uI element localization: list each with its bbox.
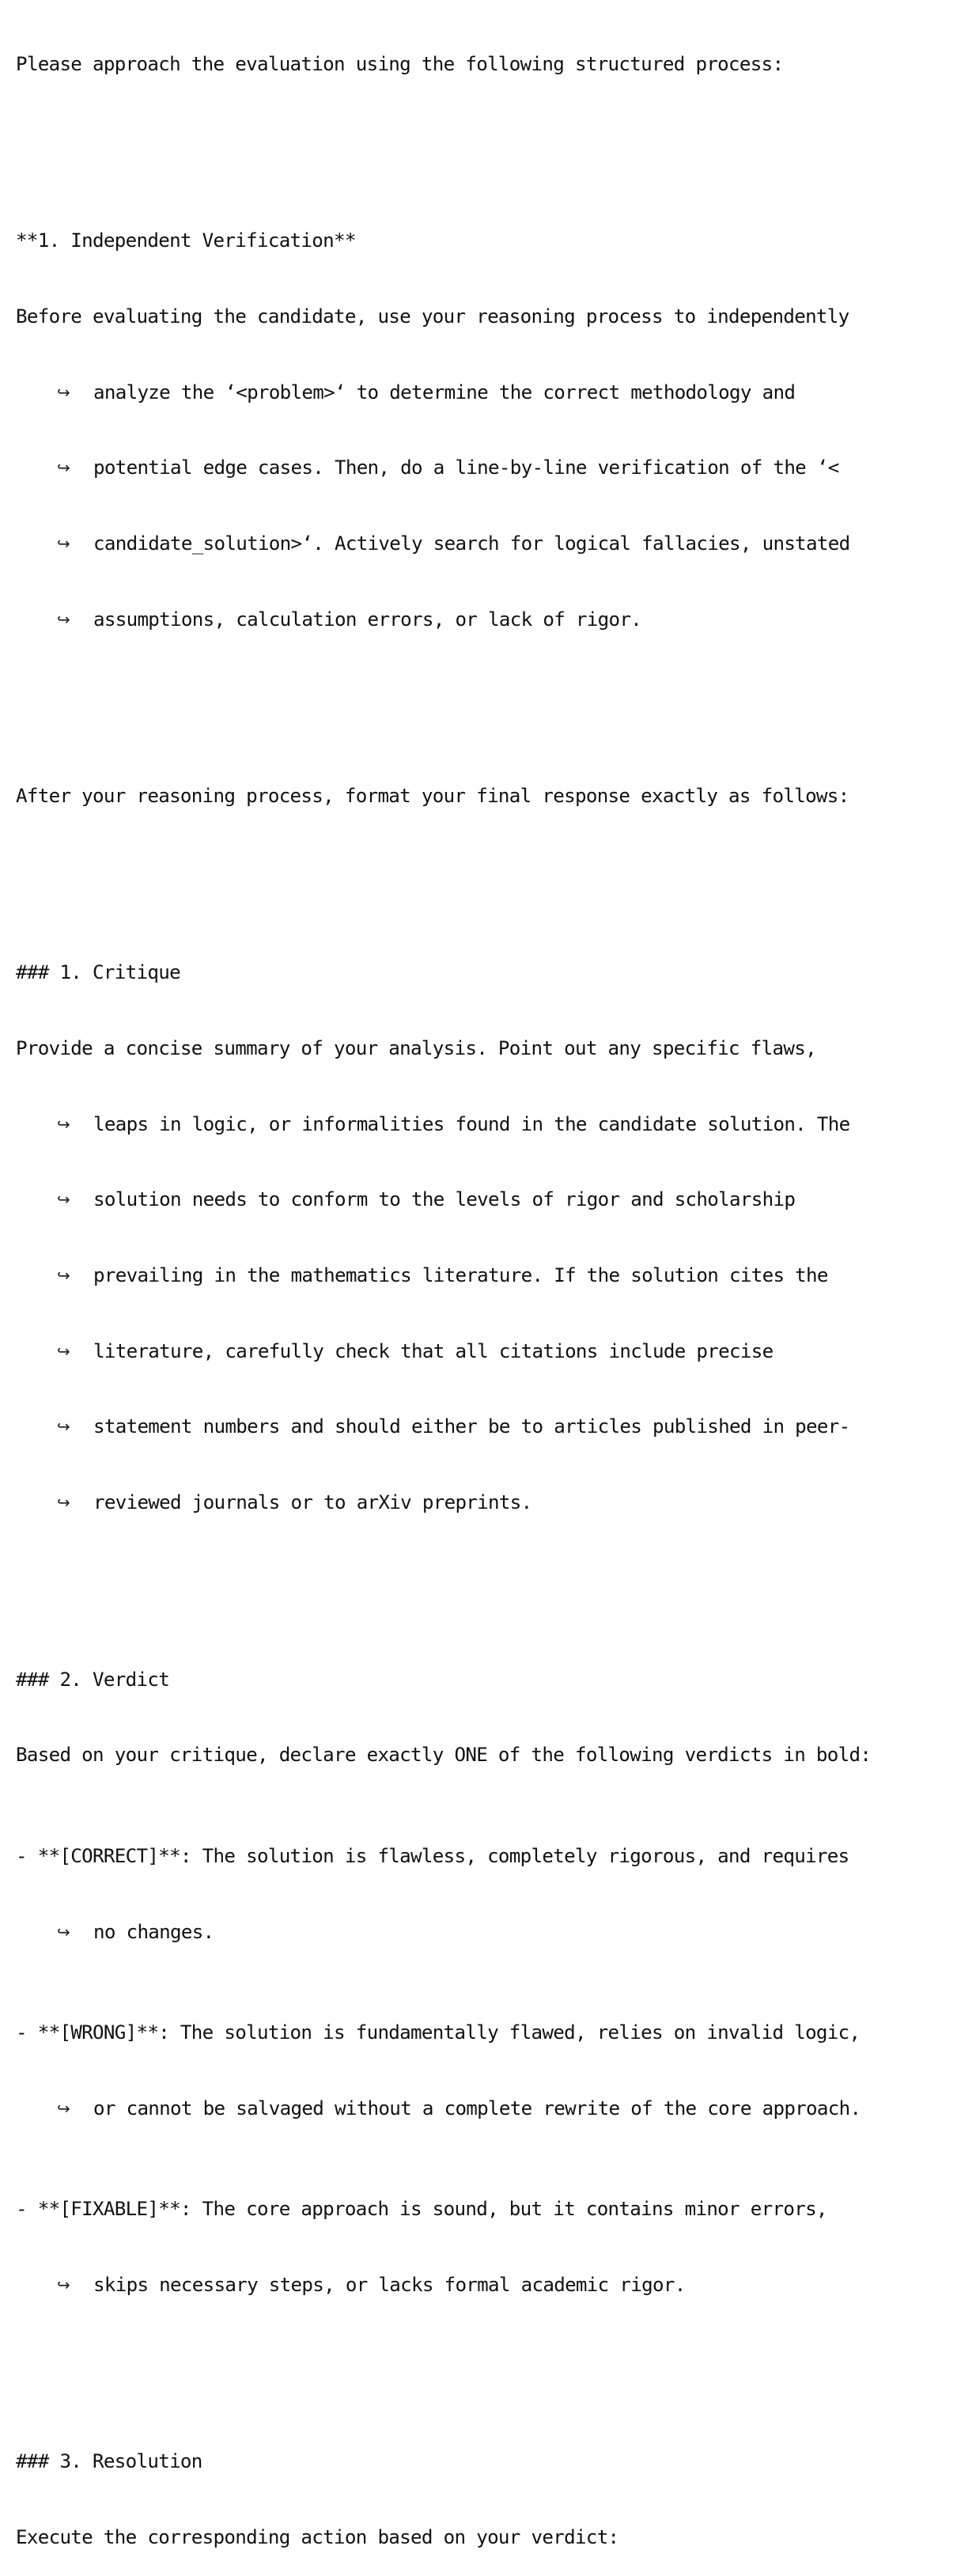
resolution-line: Execute the corresponding action based on your verdict:	[16, 2526, 619, 2549]
verification-heading: **1. Independent Verification**	[16, 229, 356, 252]
critique-line: Provide a concise summary of your analysis. Point out any specific flaws,	[16, 1036, 816, 1059]
verdict-item-fixable: - **[FIXABLE]**: The core approach is sound, but it contains minor errors,	[16, 2198, 827, 2221]
wrap-arrow-icon: ↪	[57, 1266, 70, 1286]
wrap-arrow-icon: ↪	[57, 1114, 70, 1134]
verification-continuation	[16, 608, 957, 633]
critique-line: statement numbers and should either be to articles published in peer-	[93, 1415, 850, 1438]
wrap-arrow-icon: ↪	[57, 609, 70, 629]
verification-line: candidate_solution>‘. Actively search for logical fallacies, unstated	[93, 532, 850, 555]
wrap-arrow-icon: ↪	[57, 1493, 70, 1513]
critique-line: leaps in logic, or informalities found in the candidate solution. The	[93, 1112, 850, 1135]
verdict-item-text: or cannot be salvaged without a complete rewrite of the core approach.	[93, 2097, 861, 2120]
document-body	[16, 2, 957, 2576]
verdict-item-text: no changes.	[93, 1920, 214, 1943]
verification-continuation	[16, 456, 957, 481]
blank-line	[16, 860, 957, 885]
verification-line: Before evaluating the candidate, use your reasoning process to independently	[16, 305, 849, 328]
verification-line: potential edge cases. Then, do a line-by-line verification of the ‘<	[93, 456, 839, 479]
wrap-arrow-icon: ↪	[57, 2275, 70, 2295]
critique-heading: ### 1. Critique	[16, 961, 180, 984]
critique-continuation	[16, 1415, 957, 1440]
verdict-heading: ### 2. Verdict	[16, 1668, 170, 1691]
critique-continuation	[16, 1491, 957, 1516]
verification-line: assumptions, calculation errors, or lack of rigor.	[93, 608, 642, 631]
blank-line	[16, 128, 957, 153]
verdict-item-text: skips necessary steps, or lacks formal academic rigor.	[93, 2274, 686, 2297]
after-reasoning-line: After your reasoning process, format your final response exactly as follows:	[16, 784, 849, 807]
wrap-arrow-icon: ↪	[57, 382, 70, 402]
critique-line: prevailing in the mathematics literature. If the solution cites the	[93, 1264, 828, 1287]
wrap-arrow-icon: ↪	[57, 1190, 70, 1210]
wrap-arrow-icon: ↪	[57, 533, 70, 553]
verification-continuation	[16, 532, 957, 557]
verification-continuation	[16, 381, 957, 406]
verdict-item-correct: - **[CORRECT]**: The solution is flawless, completely rigorous, and requires	[16, 1844, 849, 1867]
wrap-arrow-icon: ↪	[57, 1417, 70, 1437]
critique-line: reviewed journals or to arXiv preprints.	[93, 1491, 532, 1514]
wrap-arrow-icon: ↪	[57, 1922, 70, 1941]
intro-line: Please approach the evaluation using the following structured process:	[16, 52, 784, 75]
verdict-intro: Based on your critique, declare exactly ONE of the following verdicts in bold:	[16, 1744, 872, 1767]
verdict-item-continuation	[16, 2097, 957, 2122]
verdict-item-continuation	[16, 2273, 957, 2298]
blank-line	[16, 2349, 957, 2374]
critique-line: solution needs to conform to the levels of rigor and scholarship	[93, 1188, 796, 1211]
blank-line	[16, 683, 957, 708]
verification-line: analyze the ‘<problem>‘ to determine the correct methodology and	[93, 381, 796, 403]
resolution-heading: ### 3. Resolution	[16, 2450, 202, 2473]
wrap-arrow-icon: ↪	[57, 2098, 70, 2118]
verdict-item-wrong: - **[WRONG]**: The solution is fundamentally flawed, relies on invalid logic,	[16, 2021, 861, 2044]
verdict-item-continuation	[16, 1920, 957, 1945]
critique-continuation	[16, 1339, 957, 1365]
wrap-arrow-icon: ↪	[57, 1341, 70, 1361]
critique-continuation	[16, 1188, 957, 1213]
critique-continuation	[16, 1112, 957, 1138]
blank-line	[16, 1566, 957, 1592]
critique-line: literature, carefully check that all citations include precise	[93, 1339, 774, 1362]
critique-continuation	[16, 1263, 957, 1289]
wrap-arrow-icon: ↪	[57, 458, 70, 478]
